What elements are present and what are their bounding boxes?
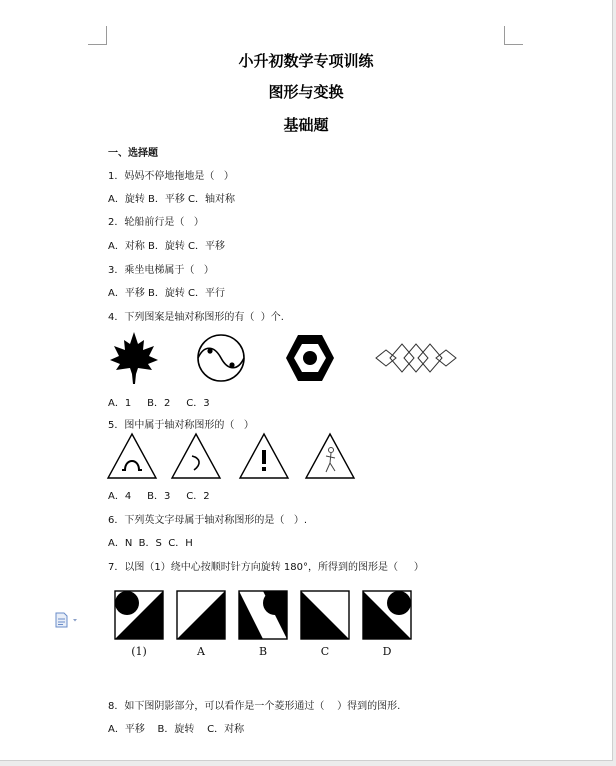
question-5: 5．图中属于轴对称图形的（ ） <box>108 420 254 431</box>
question-1: 1．妈妈不停地拖地是（ ） <box>108 171 234 182</box>
question-2-options: A．对称 B．旋转 C．平移 <box>108 241 226 252</box>
question-4-options: A．1 B．2 C．3 <box>108 398 210 409</box>
question-2: 2．轮船前行是（ ） <box>108 217 204 228</box>
hex-nut-icon <box>284 333 336 383</box>
figure-label-b: B <box>258 645 268 658</box>
question-5-options: A．4 B．3 C．2 <box>108 491 210 502</box>
rotation-figure-original <box>114 590 164 640</box>
figure-label-original: (1) <box>131 645 147 658</box>
doc-title: 小升初数学专项训练 <box>238 52 374 70</box>
question-1-options: A．旋转 B．平移 C．轴对称 <box>108 194 236 205</box>
rotation-figure-c <box>300 590 350 640</box>
question-6: 6．下列英文字母属于轴对称图形的是（ ）. <box>108 515 308 526</box>
doc-subtitle: 图形与变换 <box>268 83 344 101</box>
question-3-options: A．平移 B．旋转 C．平行 <box>108 288 226 299</box>
rotation-figure-a <box>176 590 226 640</box>
warning-curve-icon <box>170 432 222 480</box>
question-8: 8．如下图阴影部分，可以看作是一个菱形通过（ ）得到的图形. <box>108 701 401 712</box>
margin-corner-top-right <box>504 26 523 45</box>
maple-leaf-icon <box>108 330 160 386</box>
warning-exclamation-icon <box>238 432 290 480</box>
figure-label-a: A <box>197 645 205 658</box>
yin-yang-icon <box>196 333 246 383</box>
document-icon[interactable] <box>54 612 82 628</box>
question-3: 3．乘坐电梯属于（ ） <box>108 265 214 276</box>
figure-label-c: C <box>320 645 330 658</box>
section-heading: 一、选择题 <box>108 148 158 159</box>
warning-person-icon <box>304 432 356 480</box>
question-7: 7．以图（1）绕中心按顺时针方向旋转 180°，所得到的图形是（ ） <box>108 562 424 573</box>
doc-level: 基础题 <box>283 116 329 134</box>
figure-label-d: D <box>382 645 392 658</box>
rotation-figure-d <box>362 590 412 640</box>
diamond-chain-icon <box>374 338 458 378</box>
question-6-options: A．N B．S C．H <box>108 538 193 549</box>
rotation-figure-b <box>238 590 288 640</box>
question-4: 4．下列图案是轴对称图形的有（ ）个. <box>108 312 284 323</box>
warning-bump-icon <box>106 432 158 480</box>
margin-corner-top-left <box>88 26 107 45</box>
question-8-options: A．平移 B．旋转 C．对称 <box>108 724 245 735</box>
